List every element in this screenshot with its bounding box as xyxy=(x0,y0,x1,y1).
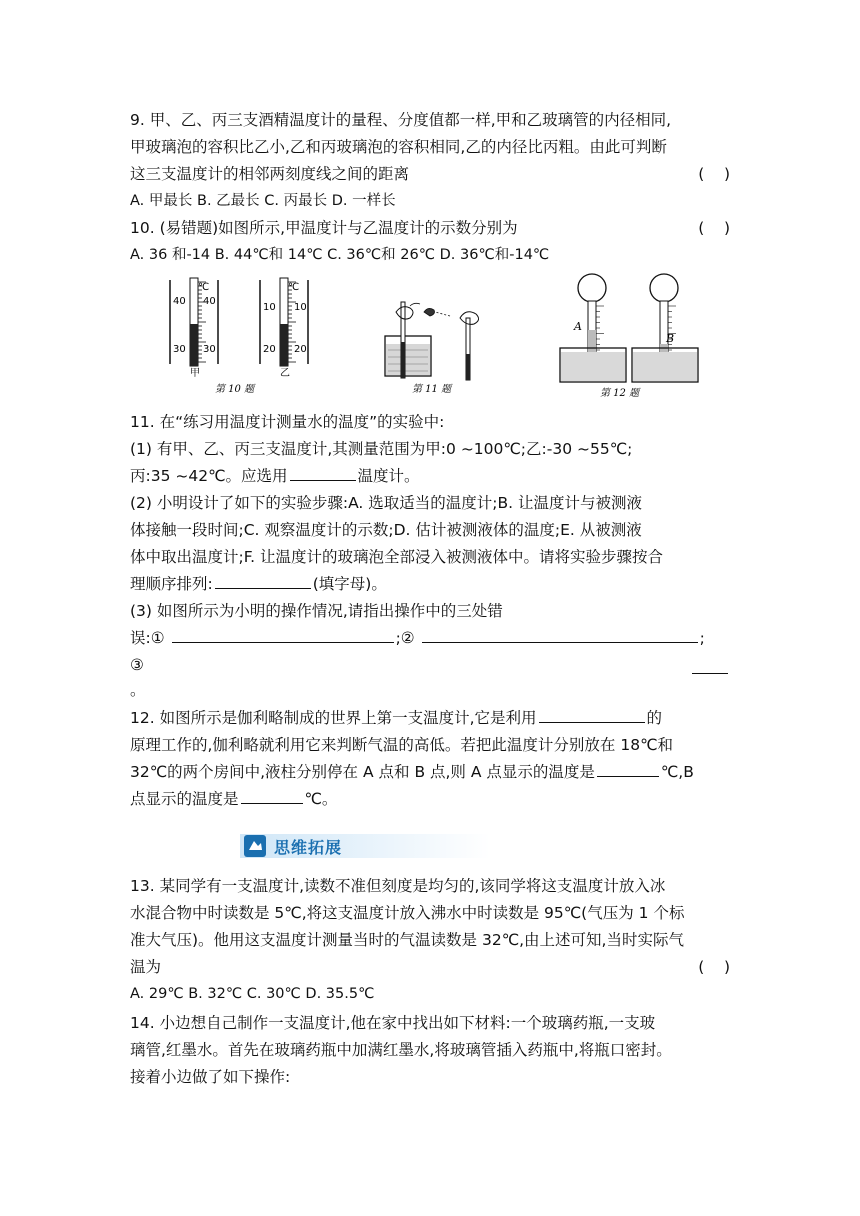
yi-name-label: 乙 xyxy=(280,368,290,379)
q9-stem-end: 这三支温度计的相邻两刻度线之间的距离 xyxy=(130,165,410,183)
yi-unit-label: ℃ xyxy=(288,282,300,293)
q11-part3-text-d: ③ xyxy=(130,656,144,674)
q11-part3-text-c: ; xyxy=(699,629,705,647)
q13-line4 xyxy=(130,955,730,979)
q10-line-1 xyxy=(130,216,730,240)
q12-principle-blank[interactable] xyxy=(539,706,645,723)
q11-part3-line3 xyxy=(130,653,730,677)
q12-b-temp-blank[interactable] xyxy=(241,787,303,804)
q13-line3: 准大气压)。他用这支温度计测量当时的气温读数是 32℃,由上述可知,当时实际气 xyxy=(130,931,684,949)
jia-name-label: 甲 xyxy=(190,368,200,379)
q10-answer-paren: ( ) xyxy=(698,219,730,237)
q11-error3-blank[interactable] xyxy=(692,657,728,674)
figures-row xyxy=(160,272,740,402)
q14-line3: 接着小边做了如下操作: xyxy=(130,1068,291,1086)
q12-line4 xyxy=(130,787,337,811)
q11-part2-blank[interactable] xyxy=(215,572,311,589)
q11-part2-line3: 体中取出温度计;F. 让温度计的玻璃泡全部浸入被测液体中。请将实验步骤按合 xyxy=(130,548,664,566)
q13-options: A. 29℃ B. 32℃ C. 30℃ D. 35.5℃ xyxy=(130,986,375,1002)
q13-stem-end: 温为 xyxy=(130,958,162,976)
q13-line2: 水混合物中时读数是 5℃,将这支温度计放入沸水中时读数是 95℃(气压为 1 个标 xyxy=(130,904,685,922)
q9-line-1: 9. 甲、乙、丙三支酒精温度计的量程、分度值都一样,甲和乙玻璃管的内径相同, xyxy=(130,111,672,129)
section-banner xyxy=(240,832,490,860)
q14-line1: 14. 小边想自己制作一支温度计,他在家中找出如下材料:一个玻璃药瓶,一支玻 xyxy=(130,1014,656,1032)
jia-tick-label: 30 xyxy=(203,344,216,355)
q12-text-f: ℃。 xyxy=(304,790,338,808)
q11-part2-line4 xyxy=(130,572,387,596)
q9-options: A. 甲最长 B. 乙最长 C. 丙最长 D. 一样长 xyxy=(130,193,396,209)
figure-11-beaker xyxy=(385,302,431,378)
q11-part3-line4: 。 xyxy=(130,681,146,699)
section-title: 思维拓展 xyxy=(274,838,343,857)
q13-line1: 13. 某同学有一支温度计,读数不准但刻度是均匀的,该同学将这支温度计放入冰 xyxy=(130,877,666,895)
q9-line-3 xyxy=(130,162,730,186)
point-b-label: B xyxy=(666,332,675,345)
jia-tick-label: 40 xyxy=(203,296,216,307)
q11-title: 11. 在“练习用温度计测量水的温度”的实验中: xyxy=(130,413,445,431)
q11-part2-text-b: (填字母)。 xyxy=(312,575,387,593)
figure-10-caption: 第 10 题 xyxy=(215,384,255,395)
q12-text-b: 的 xyxy=(646,709,663,727)
q13-answer-paren: ( ) xyxy=(698,958,730,976)
q12-line2: 原理工作的,伽利略就利用它来判断气温的高低。若把此温度计分别放在 18℃和 xyxy=(130,736,673,754)
figure-11-caption: 第 11 题 xyxy=(412,384,452,395)
q12-text-d: ℃,B xyxy=(660,763,694,781)
yi-tick-label: 10 xyxy=(294,302,307,313)
q11-part1-line1: (1) 有甲、乙、丙三支温度计,其测量范围为甲:0 ~100℃;乙:-30 ~55℃; xyxy=(130,440,633,458)
yi-tick-label: 10 xyxy=(263,302,276,313)
q11-part2-text-a: 理顺序排列: xyxy=(130,575,213,593)
q11-part1-text-a: 丙:35 ~42℃。应选用 xyxy=(130,467,288,485)
figure-12-caption: 第 12 题 xyxy=(600,388,640,399)
q11-part3-text-b: ;② xyxy=(395,629,415,647)
figure-12-thermoscope xyxy=(560,274,698,382)
q11-part2-line2: 体接触一段时间;C. 观察温度计的示数;D. 估计被测液体的温度;E. 从被测液 xyxy=(130,521,642,539)
q12-line3 xyxy=(130,760,694,784)
figure-11-reading xyxy=(424,308,479,380)
q10-stem: 10. (易错题)如图所示,甲温度计与乙温度计的示数分别为 xyxy=(130,219,518,237)
point-a-label: A xyxy=(574,320,582,333)
q12-text-e: 点显示的温度是 xyxy=(130,790,239,808)
q9-answer-paren: ( ) xyxy=(698,165,730,183)
thermometer-jia xyxy=(170,278,218,379)
q12-text-c: 32℃的两个房间中,液柱分别停在 A 点和 B 点,则 A 点显示的温度是 xyxy=(130,763,595,781)
jia-tick-label: 30 xyxy=(173,344,186,355)
yi-tick-label: 20 xyxy=(294,344,307,355)
q11-part1-blank[interactable] xyxy=(290,464,356,481)
q10-options: A. 36 和-14 B. 44℃和 14℃ C. 36℃和 26℃ D. 36℃和-14℃ xyxy=(130,247,550,263)
q12-line1 xyxy=(130,706,730,730)
thermometer-yi xyxy=(260,278,308,379)
q11-part1-text-b: 温度计。 xyxy=(357,467,420,485)
jia-unit-label: ℃ xyxy=(198,282,210,293)
q11-part2-line1: (2) 小明设计了如下的实验步骤:A. 选取适当的温度计;B. 让温度计与被测液 xyxy=(130,494,643,512)
jia-tick-label: 40 xyxy=(173,296,186,307)
q11-part3-text-a: 误:① xyxy=(130,629,165,647)
q12-a-temp-blank[interactable] xyxy=(597,760,659,777)
q11-part3-line2 xyxy=(130,626,705,650)
q11-error1-blank[interactable] xyxy=(172,626,394,643)
q9-line-2: 甲玻璃泡的容积比乙小,乙和丙玻璃泡的容积相同,乙的内径比丙粗。由此可判断 xyxy=(130,138,667,156)
q14-line2: 璃管,红墨水。首先在玻璃药瓶中加满红墨水,将玻璃管插入药瓶中,将瓶口密封。 xyxy=(130,1041,672,1059)
yi-tick-label: 20 xyxy=(263,344,276,355)
q11-error2-blank[interactable] xyxy=(422,626,698,643)
q11-part3-line1: (3) 如图所示为小明的操作情况,请指出操作中的三处错 xyxy=(130,602,503,620)
q12-text-a: 12. 如图所示是伽利略制成的世界上第一支温度计,它是利用 xyxy=(130,709,537,727)
q11-part1-line2 xyxy=(130,464,420,488)
